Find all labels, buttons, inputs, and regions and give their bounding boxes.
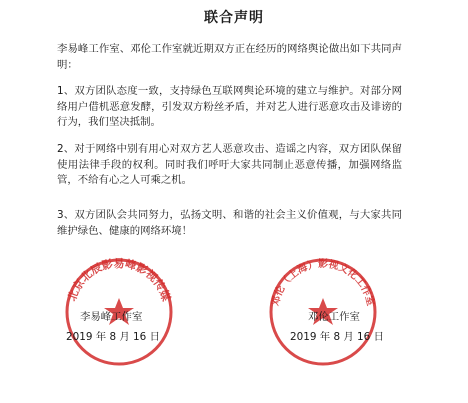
left-signature-date: 2019 年 8 月 16 日 [66, 331, 160, 343]
left-seal-text: 北京北辰影易峰影视传媒 [65, 257, 173, 303]
statement-intro: 李易峰工作室、邓伦工作室就近期双方正在经历的网络舆论做出如下共同声明： [57, 43, 402, 71]
svg-text:北京北辰影易峰影视传媒 [65, 256, 173, 304]
right-seal-text: 邓伦（上海）影视文化工作室 [270, 259, 376, 308]
statement-title: 联合声明 [204, 10, 264, 26]
statement-point-1: 1、双方团队态度一致，支持绿色互联网舆论环境的建立与维护。对部分网络用户借机恶意发酵，引发双方粉丝矛盾，并对艺人进行恶意攻击及诽谤的行为，我们坚决抵制。 [57, 85, 402, 128]
right-signature-date: 2019 年 8 月 16 日 [290, 331, 384, 343]
statement-point-2: 2、对于网络中别有用心对双方艺人恶意攻击、造谣之内容，双方团队保留使用法律手段的权利。同时我们呼吁大家共同制止恶意传播，加强网络监管，不给有心之人可乘之机。 [57, 143, 402, 186]
statement-point-3: 3、双方团队会共同努力，弘扬文明、和谐的社会主义价值观，与大家共同维护绿色、健康的网络环境！ [57, 209, 402, 237]
left-signature-name: 李易峰工作室 [80, 311, 143, 323]
right-signature-name: 邓伦工作室 [308, 311, 360, 323]
